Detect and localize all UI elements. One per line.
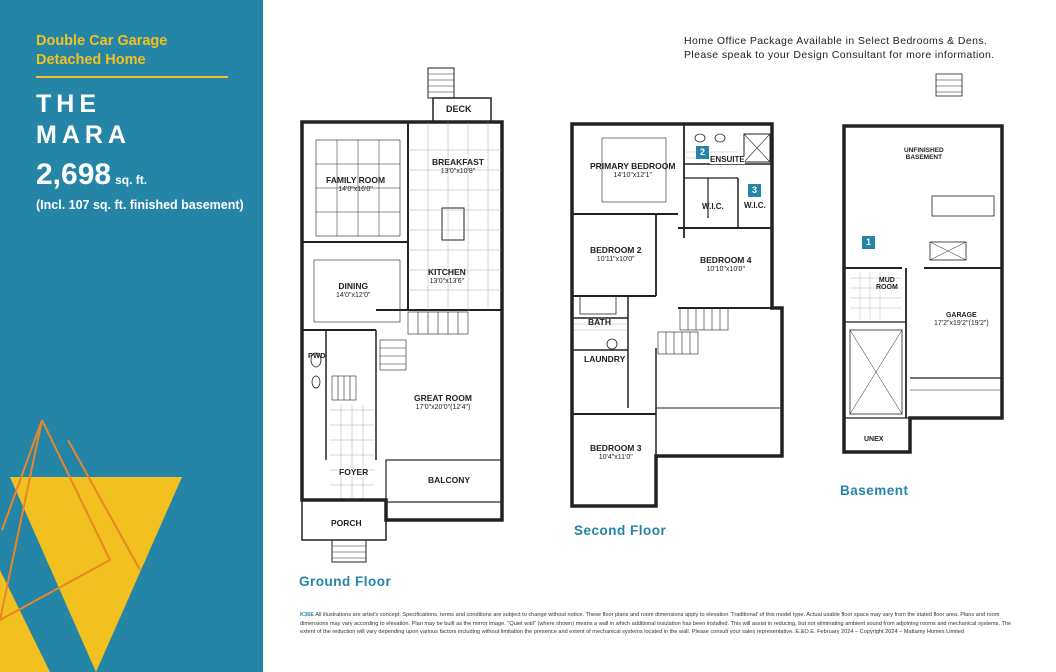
dining-label: DINING [338,281,369,291]
model-name [36,89,131,151]
ground-floor-drawing [296,60,516,580]
room-ensuite [710,156,745,164]
great-room-dims: 17'0"x20'0"(12'4") [415,403,471,411]
balcony-label: BALCONY [428,475,471,485]
room-kitchen [428,268,466,285]
bath-label: BATH [588,317,611,327]
room-breakfast [432,158,484,175]
pwd-label: PWD [308,351,326,360]
ensuite-label: ENSUITE [710,155,745,164]
second-floor-plan [568,118,788,518]
bedroom2-label: BEDROOM 2 [590,245,642,255]
kitchen-label: KITCHEN [428,267,466,277]
garage-dims: 17'2"x19'2"(19'2") [934,320,989,327]
area-value: 2,698 [36,158,112,191]
bedroom3-dims: 10'4"x11'0" [598,453,633,461]
bedroom4-dims: 10'10"x10'0" [706,265,745,273]
great-room-label: GREAT ROOM [414,393,472,403]
basement-title: Basement [840,483,909,498]
side-panel [0,0,263,672]
family-room-label: FAMILY ROOM [326,175,386,185]
model-name-line1: THE [36,90,101,118]
garage-label: GARAGE [945,312,977,319]
room-unex [864,436,883,443]
wic2-label: W.I.C. [744,201,766,210]
disclaimer-text: All illustrations are artist's concept. Specifications, terms and conditions are subject to change without notice. These floor plans and room dimensions apply to elevation 'Traditional' of this model type. Actual usable floor space may vary from the stated floor area. Plans and room dimensions may vary according to elevation. Plan may be built as the mirror image. "Quiet wall" (where shown) means a wall in which additional insulation has been installed. This will assist in reducing, but not eliminating ambient sound from adjoining rooms and mechanical systems. The extent of the reduction will vary depending upon various factors including without limitation the presence and extent of mechanical systems located in the wall. Please consult your sales representative. E.&O.E. February 2024 – Copyright 2024 – Mattamy Homes Limited [300,612,1012,635]
home-type-line1: Double Car Garage [36,33,168,49]
note-line2: Please speak to your Design Consultant for more information. [684,49,995,61]
breakfast-label: BREAKFAST [432,157,484,167]
room-wic-2 [744,202,766,210]
laundry-label: LAUNDRY [584,354,626,364]
room-family [326,176,385,193]
bedroom2-dims: 10'11"x10'0" [596,255,635,263]
area-note: (Incl. 107 sq. ft. finished basement) [36,198,244,212]
basement-drawing [836,72,1016,472]
model-name-line2: MARA [36,121,131,149]
home-office-note [684,34,995,62]
home-type [36,32,167,70]
floor-area [36,158,147,192]
option-badge-1: 1 [862,236,875,249]
primary-bedroom-dims: 14'10"x12'1" [613,171,652,179]
deck-label: DECK [446,104,472,114]
divider [36,76,228,78]
basement-plan [836,72,1016,472]
room-bedroom-2 [590,246,641,263]
note-line1: Home Office Package Available in Select Bedrooms & Dens. [684,35,988,47]
room-dining [336,282,371,299]
ground-floor-plan [296,60,516,580]
home-type-line2: Detached Home [36,52,146,68]
room-bedroom-4 [700,256,751,273]
room-balcony [428,476,470,485]
foyer-label: FOYER [339,467,369,477]
kitchen-dims: 13'0"x13'6" [429,277,465,285]
room-deck [446,105,472,114]
room-primary-bedroom [590,162,675,179]
breakfast-dims: 13'0"x10'8" [440,167,476,175]
dining-dims: 14'0"x12'0" [336,291,371,299]
room-bath [588,318,611,327]
room-unfinished-basement [904,148,944,161]
option-badge-2: 2 [696,146,709,159]
legal-disclaimer [300,611,1024,637]
room-porch [331,519,362,528]
room-great [414,394,472,411]
unex-label: UNEX [864,436,884,443]
bedroom4-label: BEDROOM 4 [700,255,752,265]
option-badge-3: 3 [748,184,761,197]
second-floor-title: Second Floor [574,523,667,538]
room-bedroom-3 [590,444,641,461]
porch-label: PORCH [331,518,362,528]
plan-code: K36E [300,612,314,618]
room-label: ROOM [876,284,898,291]
basement-label: BASEMENT [905,153,943,161]
room-pwd [308,352,326,360]
room-wic-1 [702,203,724,211]
family-room-dims: 14'0"x16'0" [338,185,373,193]
area-unit: sq. ft. [115,173,148,187]
ground-floor-title: Ground Floor [299,574,392,589]
room-laundry [584,355,625,364]
triangle-graphic [0,420,263,672]
mud-label: MUD [878,277,895,284]
wic1-label: W.I.C. [702,202,724,211]
primary-bedroom-label: PRIMARY BEDROOM [590,161,676,171]
yellow-triangle [10,477,182,672]
room-garage [934,312,989,327]
bedroom3-label: BEDROOM 3 [590,443,642,453]
room-mud-room [876,277,898,291]
room-foyer [338,468,369,477]
unfinished-label: UNFINISHED [904,147,944,154]
